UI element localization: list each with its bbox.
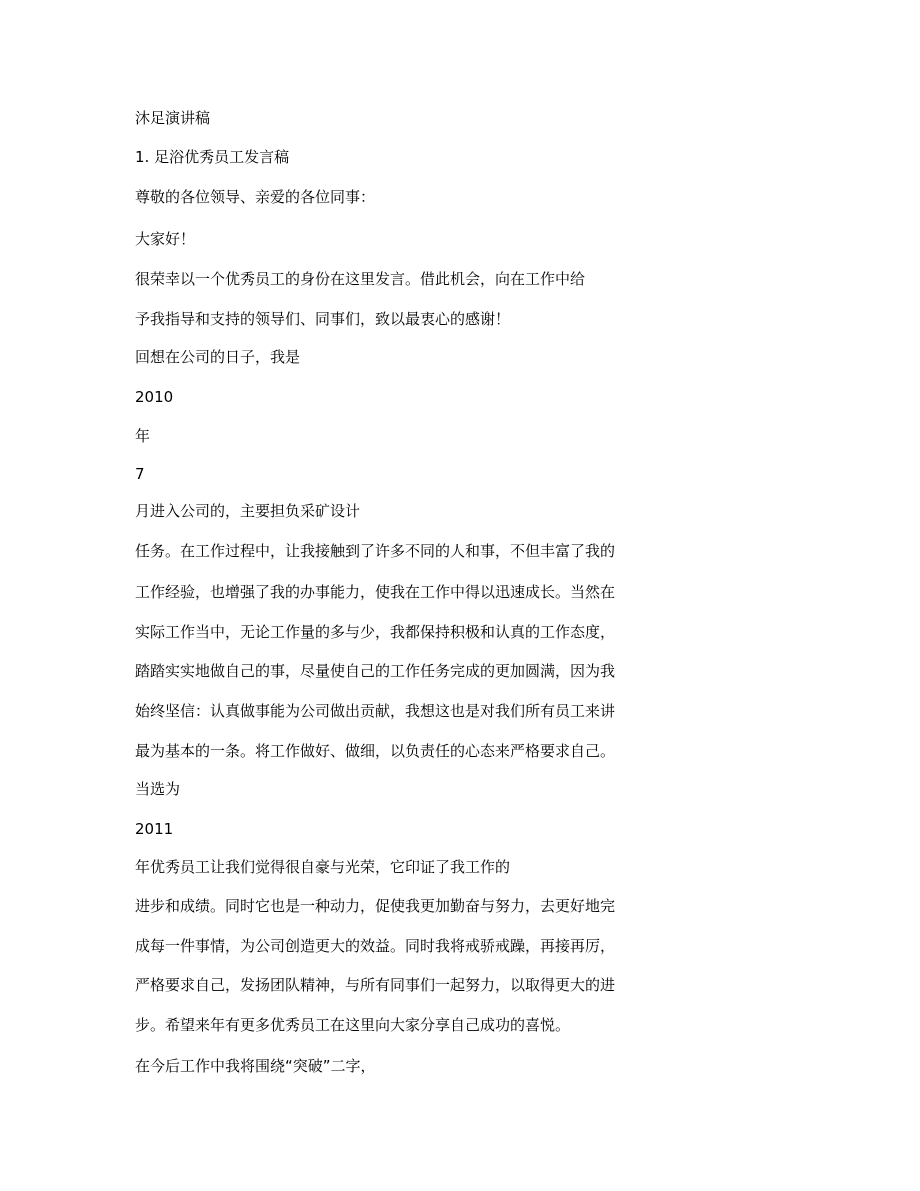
paragraph-line: 回想在公司的日子，我是 xyxy=(135,348,301,366)
paragraph-line: 2010 xyxy=(135,388,174,406)
paragraph-line: 当选为 xyxy=(135,780,181,798)
paragraph-line: 始终坚信：认真做事能为公司做出贡献，我想这也是对我们所有员工来讲 xyxy=(135,702,616,720)
paragraph-line: 月进入公司的，主要担负采矿设计 xyxy=(135,502,361,520)
paragraph-line: 7 xyxy=(135,465,145,483)
paragraph-line: 任务。在工作过程中，让我接触到了许多不同的人和事，不但丰富了我的 xyxy=(135,542,616,560)
paragraph-line: 踏踏实实地做自己的事，尽量使自己的工作任务完成的更加圆满，因为我 xyxy=(135,662,616,680)
paragraph-line: 成每一件事情，为公司创造更大的效益。同时我将戒骄戒躁，再接再厉， xyxy=(135,937,616,955)
paragraph-line: 步。希望来年有更多优秀员工在这里向大家分享自己成功的喜悦。 xyxy=(135,1016,571,1034)
paragraph-line: 2011 xyxy=(135,820,174,838)
salutation: 尊敬的各位领导、亲爱的各位同事： xyxy=(135,188,376,206)
paragraph-line: 很荣幸以一个优秀员工的身份在这里发言。借此机会，向在工作中给 xyxy=(135,270,586,288)
paragraph-line: 严格要求自己，发扬团队精神，与所有同事们一起努力，以取得更大的进 xyxy=(135,976,616,994)
paragraph-line: 年优秀员工让我们觉得很自豪与光荣，它印证了我工作的 xyxy=(135,858,511,876)
paragraph-line: 在今后工作中我将围绕“突破”二字， xyxy=(135,1057,376,1075)
paragraph-line: 工作经验，也增强了我的办事能力，使我在工作中得以迅速成长。当然在 xyxy=(135,583,616,601)
paragraph-line: 年 xyxy=(135,427,151,445)
greeting: 大家好！ xyxy=(135,230,196,248)
section-heading: 1. 足浴优秀员工发言稿 xyxy=(135,148,290,166)
paragraph-line: 进步和成绩。同时它也是一种动力，促使我更加勤奋与努力，去更好地完 xyxy=(135,897,616,915)
document-title: 沐足演讲稿 xyxy=(135,109,211,127)
paragraph-line: 予我指导和支持的领导们、同事们，致以最衷心的感谢！ xyxy=(135,310,511,328)
paragraph-line: 最为基本的一条。将工作做好、做细，以负责任的心态来严格要求自己。 xyxy=(135,742,616,760)
paragraph-line: 实际工作当中，无论工作量的多与少，我都保持积极和认真的工作态度， xyxy=(135,623,616,641)
